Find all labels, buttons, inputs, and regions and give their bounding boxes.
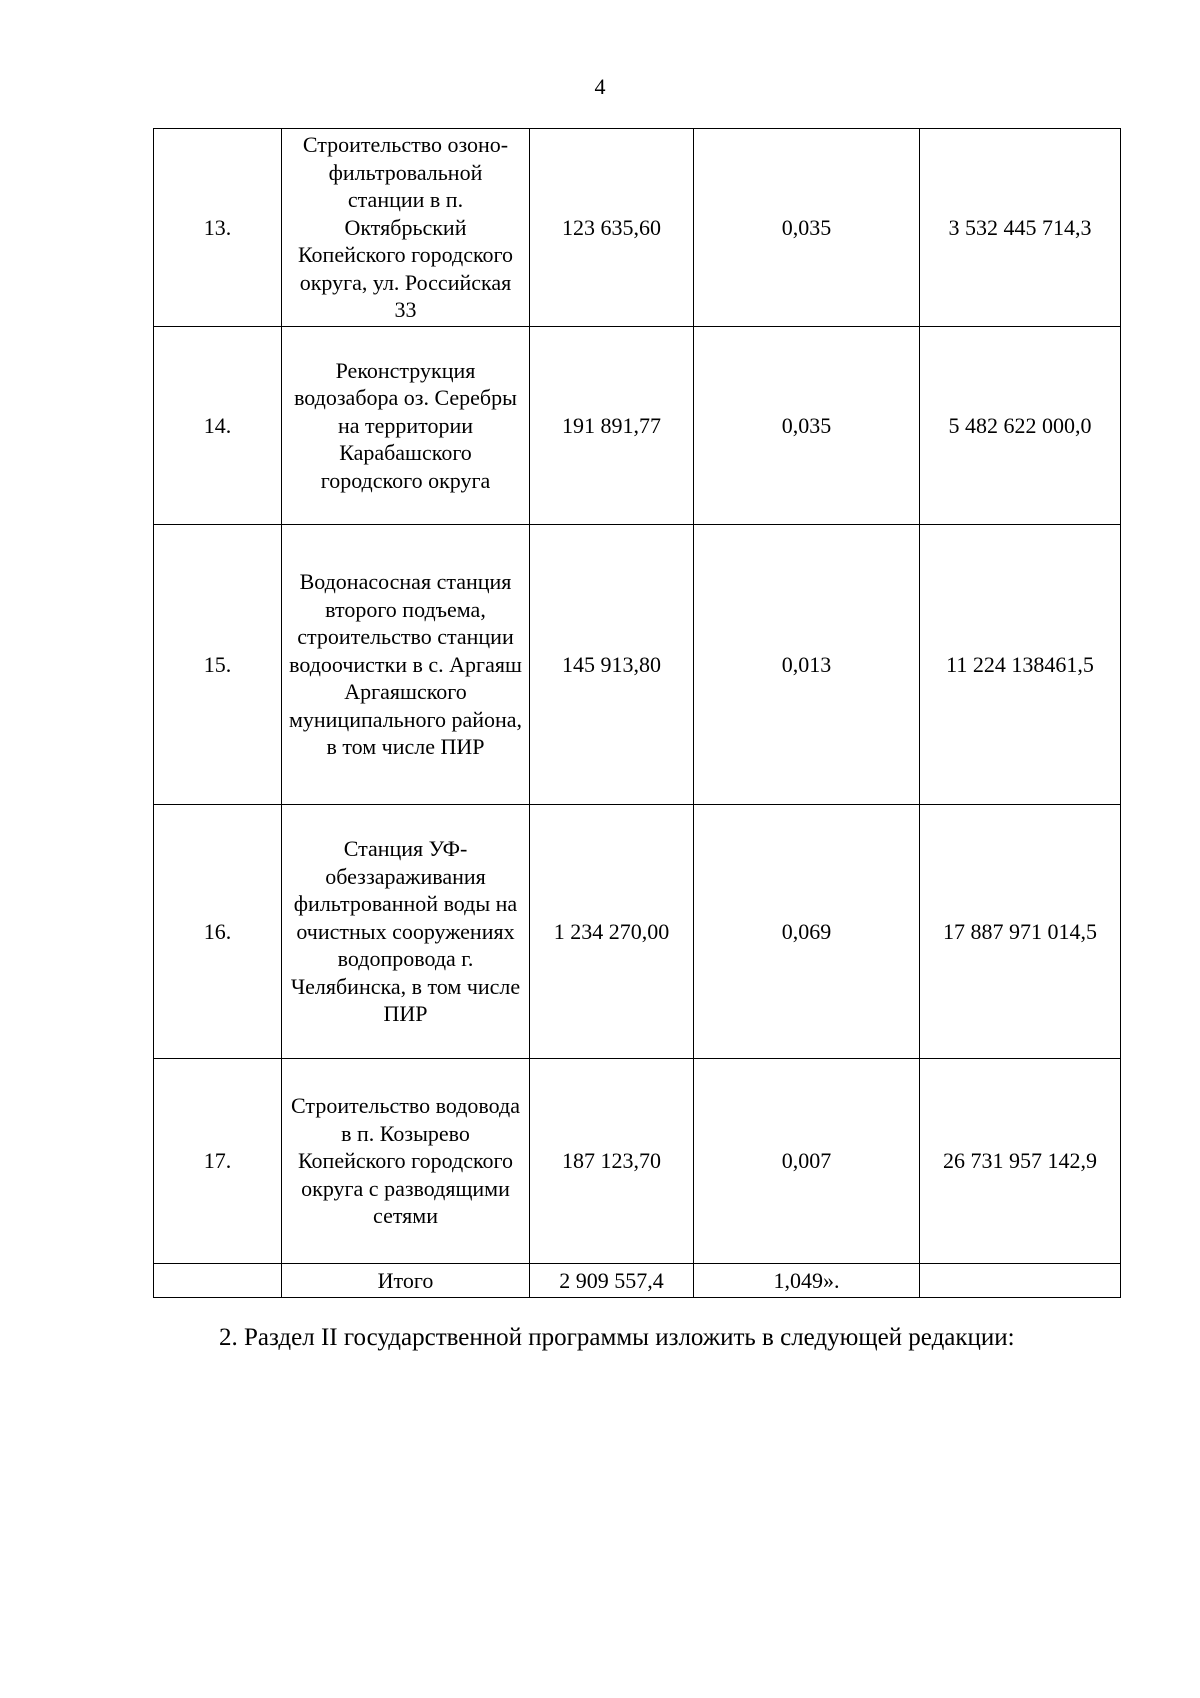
project-cost: 191 891,77: [530, 327, 694, 525]
project-share: 0,007: [694, 1059, 920, 1264]
project-cost: 123 635,60: [530, 129, 694, 327]
row-number: 17.: [154, 1059, 282, 1264]
total-label: Итого: [282, 1264, 530, 1298]
row-number: 14.: [154, 327, 282, 525]
total-empty-cell: [154, 1264, 282, 1298]
table-row: [154, 129, 1121, 327]
total-empty-cell: [920, 1264, 1121, 1298]
table-row: [154, 525, 1121, 805]
project-total: 5 482 622 000,0: [920, 327, 1121, 525]
project-total: 11 224 138461,5: [920, 525, 1121, 805]
project-name: Строительство озоно-фильтровальной станции в п. Октябрьский Копейского городского округа, ул. Российская 33: [282, 129, 530, 327]
row-number: 16.: [154, 805, 282, 1059]
project-total: 17 887 971 014,5: [920, 805, 1121, 1059]
project-name: Строительство водовода в п. Козырево Копейского городского округа с разводящими сетями: [282, 1059, 530, 1264]
project-cost: 145 913,80: [530, 525, 694, 805]
project-share: 0,035: [694, 327, 920, 525]
total-cost: 2 909 557,4: [530, 1264, 694, 1298]
page-number: 4: [594, 74, 606, 99]
table-row: [154, 327, 1121, 525]
project-share: 0,069: [694, 805, 920, 1059]
project-share: 0,013: [694, 525, 920, 805]
project-name: Водонасосная станция второго подъема, строительство станции водоочистки в с. Аргаяш Аргаяшского муниципального района, в том числе ПИР: [282, 525, 530, 805]
project-total: 26 731 957 142,9: [920, 1059, 1121, 1264]
project-cost: 187 123,70: [530, 1059, 694, 1264]
total-share: 1,049».: [694, 1264, 920, 1298]
row-number: 13.: [154, 129, 282, 327]
project-share: 0,035: [694, 129, 920, 327]
projects-table: [153, 128, 1121, 1298]
total-row: [154, 1264, 1121, 1298]
project-name: Реконструкция водозабора оз. Серебры на территории Карабашского городского округа: [282, 327, 530, 525]
project-cost: 1 234 270,00: [530, 805, 694, 1059]
project-name: Станция УФ-обеззараживания фильтрованной воды на очистных сооружениях водопровода г. Челябинска, в том числе ПИР: [282, 805, 530, 1059]
project-total: 3 532 445 714,3: [920, 129, 1121, 327]
table-row: [154, 805, 1121, 1059]
body-paragraph: 2. Раздел II государственной программы изложить в следующей редакции:: [219, 1324, 1015, 1351]
row-number: 15.: [154, 525, 282, 805]
table-row: [154, 1059, 1121, 1264]
